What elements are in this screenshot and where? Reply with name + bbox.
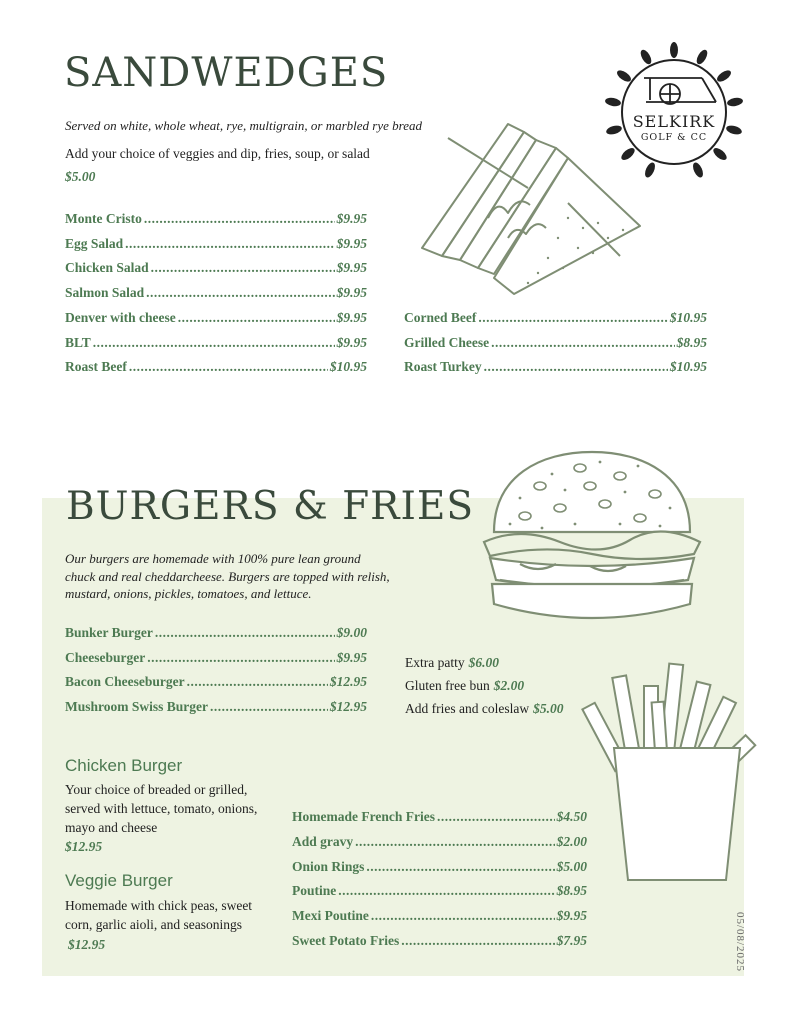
menu-item bbox=[292, 883, 587, 899]
menu-item-price: $9.00 bbox=[336, 625, 367, 640]
menu-item bbox=[404, 310, 707, 326]
veggie-burger-title: Veggie Burger bbox=[65, 871, 173, 890]
menu-item-name: Bunker Burger bbox=[65, 625, 153, 640]
menu-date: 05/08/2025 bbox=[734, 911, 746, 973]
dot-leader bbox=[151, 260, 335, 276]
menu-item-price: $5.00 bbox=[556, 858, 587, 874]
menu-item bbox=[65, 211, 367, 227]
menu-item-price: $9.95 bbox=[336, 649, 367, 665]
menu-item-name: Grilled Cheese bbox=[404, 334, 490, 350]
dot-leader bbox=[484, 359, 668, 375]
menu-item-name: BLT bbox=[65, 334, 91, 350]
dot-leader bbox=[187, 674, 328, 690]
dot-leader bbox=[478, 310, 668, 326]
extra-item-label: Add fries and coleslaw bbox=[405, 701, 530, 716]
dot-leader bbox=[125, 236, 334, 252]
dot-leader bbox=[338, 883, 554, 899]
menu-item-price: $9.95 bbox=[336, 334, 367, 350]
extra-item-price: $2.00 bbox=[493, 678, 525, 693]
menu-item-price: $10.95 bbox=[669, 359, 707, 375]
menu-item-name: Mexi Poutine bbox=[292, 908, 369, 924]
menu-item-price: $9.95 bbox=[336, 309, 367, 325]
logo-line1: SELKIRK bbox=[632, 112, 716, 131]
dot-leader bbox=[144, 211, 335, 227]
sandwedges-addon-text: Add your choice of veggies and dip, fries, soup, or salad bbox=[65, 146, 370, 161]
dot-leader bbox=[401, 933, 554, 949]
menu-item bbox=[65, 674, 367, 690]
extra-item bbox=[405, 701, 563, 717]
burgers-description: Our burgers are homemade with 100% pure lean ground chuck and real cheddarcheese. Burgers are topped with relish, mustard, onions, pickles, tomatoes, and lettuce. bbox=[65, 551, 390, 601]
menu-item-price: $10.95 bbox=[329, 359, 367, 375]
menu-item-name: Chicken Salad bbox=[65, 260, 149, 276]
menu-item-name: Corned Beef bbox=[404, 310, 477, 325]
menu-item-price: $9.95 bbox=[336, 235, 367, 251]
menu-item bbox=[404, 359, 707, 375]
menu-item-price: $9.95 bbox=[336, 211, 367, 226]
menu-item bbox=[292, 933, 587, 949]
menu-item-price: $8.95 bbox=[556, 883, 587, 899]
extra-item-label: Extra patty bbox=[405, 655, 465, 670]
menu-item-price: $10.95 bbox=[669, 310, 707, 325]
menu-item-name: Homemade French Fries bbox=[292, 809, 435, 824]
dot-leader bbox=[491, 335, 675, 351]
menu-item-name: Sweet Potato Fries bbox=[292, 933, 400, 948]
dot-leader bbox=[147, 650, 334, 666]
menu-item bbox=[65, 359, 367, 375]
menu-item bbox=[65, 260, 367, 276]
menu-item-name: Denver with cheese bbox=[65, 309, 176, 325]
menu-item-price: $9.95 bbox=[336, 285, 367, 301]
menu-item bbox=[65, 335, 367, 351]
selkirk-logo bbox=[606, 44, 742, 180]
menu-item bbox=[65, 236, 367, 252]
dot-leader bbox=[129, 359, 328, 375]
menu-item-name: Onion Rings bbox=[292, 858, 365, 874]
sandwedges-title: SANDWEDGES bbox=[64, 50, 389, 96]
dot-leader bbox=[437, 809, 555, 825]
menu-item-price: $4.50 bbox=[556, 809, 587, 824]
burger-illustration bbox=[480, 446, 705, 636]
menu-item-name: Cheeseburger bbox=[65, 649, 146, 665]
logo-line2: GOLF & CC bbox=[640, 132, 708, 143]
menu-item-price: $9.95 bbox=[336, 260, 367, 276]
dot-leader bbox=[366, 859, 554, 875]
dot-leader bbox=[371, 908, 555, 924]
menu-item bbox=[65, 310, 367, 326]
menu-item-name: Add gravy bbox=[292, 833, 354, 849]
extra-item-price: $5.00 bbox=[533, 701, 564, 716]
burgers-title: BURGERS & FRIES bbox=[66, 484, 475, 529]
dot-leader bbox=[178, 310, 335, 326]
menu-item-name: Poutine bbox=[292, 883, 337, 899]
menu-item bbox=[65, 285, 367, 301]
chicken-burger-title: Chicken Burger bbox=[65, 756, 183, 775]
dot-leader bbox=[355, 834, 554, 850]
menu-item-name: Roast Turkey bbox=[404, 359, 482, 375]
dot-leader bbox=[155, 625, 335, 641]
menu-item bbox=[65, 650, 367, 666]
chicken-burger-price: $12.95 bbox=[65, 839, 103, 854]
menu-item bbox=[292, 859, 587, 875]
extra-item-price: $6.00 bbox=[468, 655, 499, 670]
menu-item-name: Bacon Cheeseburger bbox=[65, 674, 185, 690]
menu-item bbox=[292, 809, 587, 825]
menu-item-price: $9.95 bbox=[556, 908, 587, 924]
menu-item-price: $7.95 bbox=[556, 933, 587, 948]
menu-item-name: Egg Salad bbox=[65, 235, 124, 251]
extra-item bbox=[405, 678, 524, 694]
fries-illustration bbox=[594, 662, 759, 884]
extra-item bbox=[405, 655, 499, 671]
chicken-burger-description: Your choice of breaded or grilled, served with lettuce, tomato, onions, mayo and cheese bbox=[65, 782, 258, 835]
menu-item bbox=[292, 834, 587, 850]
dot-leader bbox=[210, 699, 328, 715]
menu-item-price: $12.95 bbox=[329, 674, 367, 690]
menu-item bbox=[65, 625, 367, 641]
menu-item-price: $8.95 bbox=[676, 334, 707, 350]
menu-item-price: $2.00 bbox=[556, 833, 587, 849]
menu-item-name: Mushroom Swiss Burger bbox=[65, 699, 209, 715]
menu-item bbox=[292, 908, 587, 924]
menu-item-name: Monte Cristo bbox=[65, 211, 142, 226]
dot-leader bbox=[146, 285, 334, 301]
extra-item-label: Gluten free bun bbox=[405, 678, 490, 693]
sandwedges-subtitle: Served on white, whole wheat, rye, multigrain, or marbled rye bread bbox=[65, 118, 422, 133]
dot-leader bbox=[93, 335, 335, 351]
menu-item bbox=[65, 699, 367, 715]
sandwedges-addon-price: $5.00 bbox=[65, 169, 96, 184]
veggie-burger-price: $12.95 bbox=[68, 937, 106, 952]
menu-item-name: Salmon Salad bbox=[65, 285, 145, 301]
veggie-burger-description: Homemade with chick peas, sweet corn, garlic aioli, and seasonings bbox=[65, 898, 253, 932]
menu-item-price: $12.95 bbox=[329, 699, 367, 715]
menu-item-name: Roast Beef bbox=[65, 359, 127, 375]
menu-item bbox=[404, 335, 707, 351]
